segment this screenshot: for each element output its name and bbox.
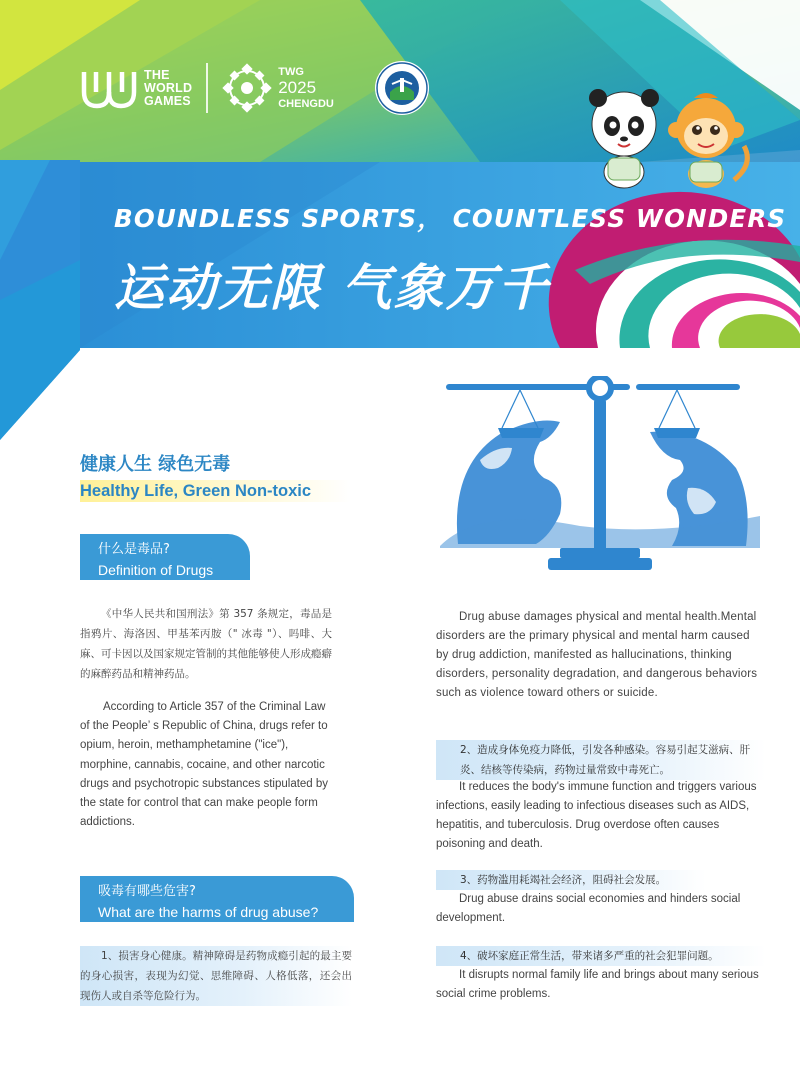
slogan-english: BOUNDLESS SPORTS， COUNTLESS WONDERS — [114, 204, 787, 233]
harm-item-2-cn: 2、造成身体免疫力降低，引发各种感染。容易引起艾滋病、肝炎、结核等传染病，药物过量常致中毒死亡。 — [436, 740, 766, 780]
harm-item-1-cn: 1、损害身心健康。精神障碍是药物成瘾引起的最主要的身心损害，表现为幻觉、思维障碍、人格低落，还会出现伤人或自杀等危险行为。 — [80, 946, 352, 1006]
world-games-logo-icon — [80, 66, 138, 110]
harm-item-4-cn: 4、破坏家庭正常生活，带来诸多严重的社会犯罪问题。 — [436, 946, 766, 966]
section-title-english: Healthy Life, Green Non-toxic — [80, 480, 351, 502]
organizer-seal-icon — [374, 60, 430, 116]
harm-item-4-en: It disrupts normal family life and brings about many serious social crime problems. — [436, 969, 759, 1000]
twg-emblem-icon — [222, 63, 272, 113]
harms-heading-tab — [80, 876, 354, 922]
logo-row — [80, 58, 430, 118]
slogan-chinese: 运动无限 气象万千 — [114, 259, 550, 317]
definition-heading-tab — [80, 534, 250, 580]
balance-scale-illustration — [440, 376, 760, 586]
section-title-chinese: 健康人生 绿色无毒 — [80, 454, 231, 475]
logo-divider — [206, 63, 208, 113]
twg-wordmark: TWG 2025 CHENGDU — [278, 66, 334, 110]
monkey-mascot-icon — [668, 93, 747, 188]
world-games-wordmark: THE WORLD GAMES — [144, 67, 193, 108]
harm-item-1-en: Drug abuse damages physical and mental health.Mental disorders are the primary physical and mental harm caused by drug addiction, manifested as hallucinations, thinking disorders, personality degradation, and dangerous behaviors such as violence toward others or suicide. — [436, 611, 758, 699]
harms-heading-en: What are the harms of drug abuse? — [98, 904, 319, 920]
mascots-illustration — [584, 84, 754, 192]
harm-item-2-en: It reduces the body's immune function and triggers various infections, easily leading to infectious diseases such as AIDS, hepatitis, and tuberculosis. Drug overdose often causes poisoning and death. — [436, 781, 757, 850]
panda-mascot-icon — [589, 89, 659, 188]
definition-heading-en: Definition of Drugs — [98, 562, 214, 578]
harm-item-3-cn: 3、药物滥用耗竭社会经济，阻碍社会发展。 — [436, 870, 706, 890]
definition-body-en: According to Article 357 of the Criminal Law of the People’ s Republic of China, drugs refer to opium, heroin, methamphetamine ("ice"), morphine, cannabis, cocaine, and other narcotic drugs and psychotropic substances stipulated by the state for control that can make people form addictions. — [80, 701, 329, 829]
harms-heading-cn: 吸毒有哪些危害? — [98, 884, 196, 899]
definition-heading-cn: 什么是毒品? — [98, 542, 170, 557]
harm-item-3-en: Drug abuse drains social economies and hinders social development. — [436, 893, 741, 924]
definition-body-cn: 《中华人民共和国刑法》第 357 条规定，毒品是指鸦片、海洛因、甲基苯丙胺（" 冰毒 "）、吗啡、大麻、可卡因以及国家规定管制的其他能够使人形成瘾癖的麻醉药品和精神药品。 — [80, 608, 332, 680]
